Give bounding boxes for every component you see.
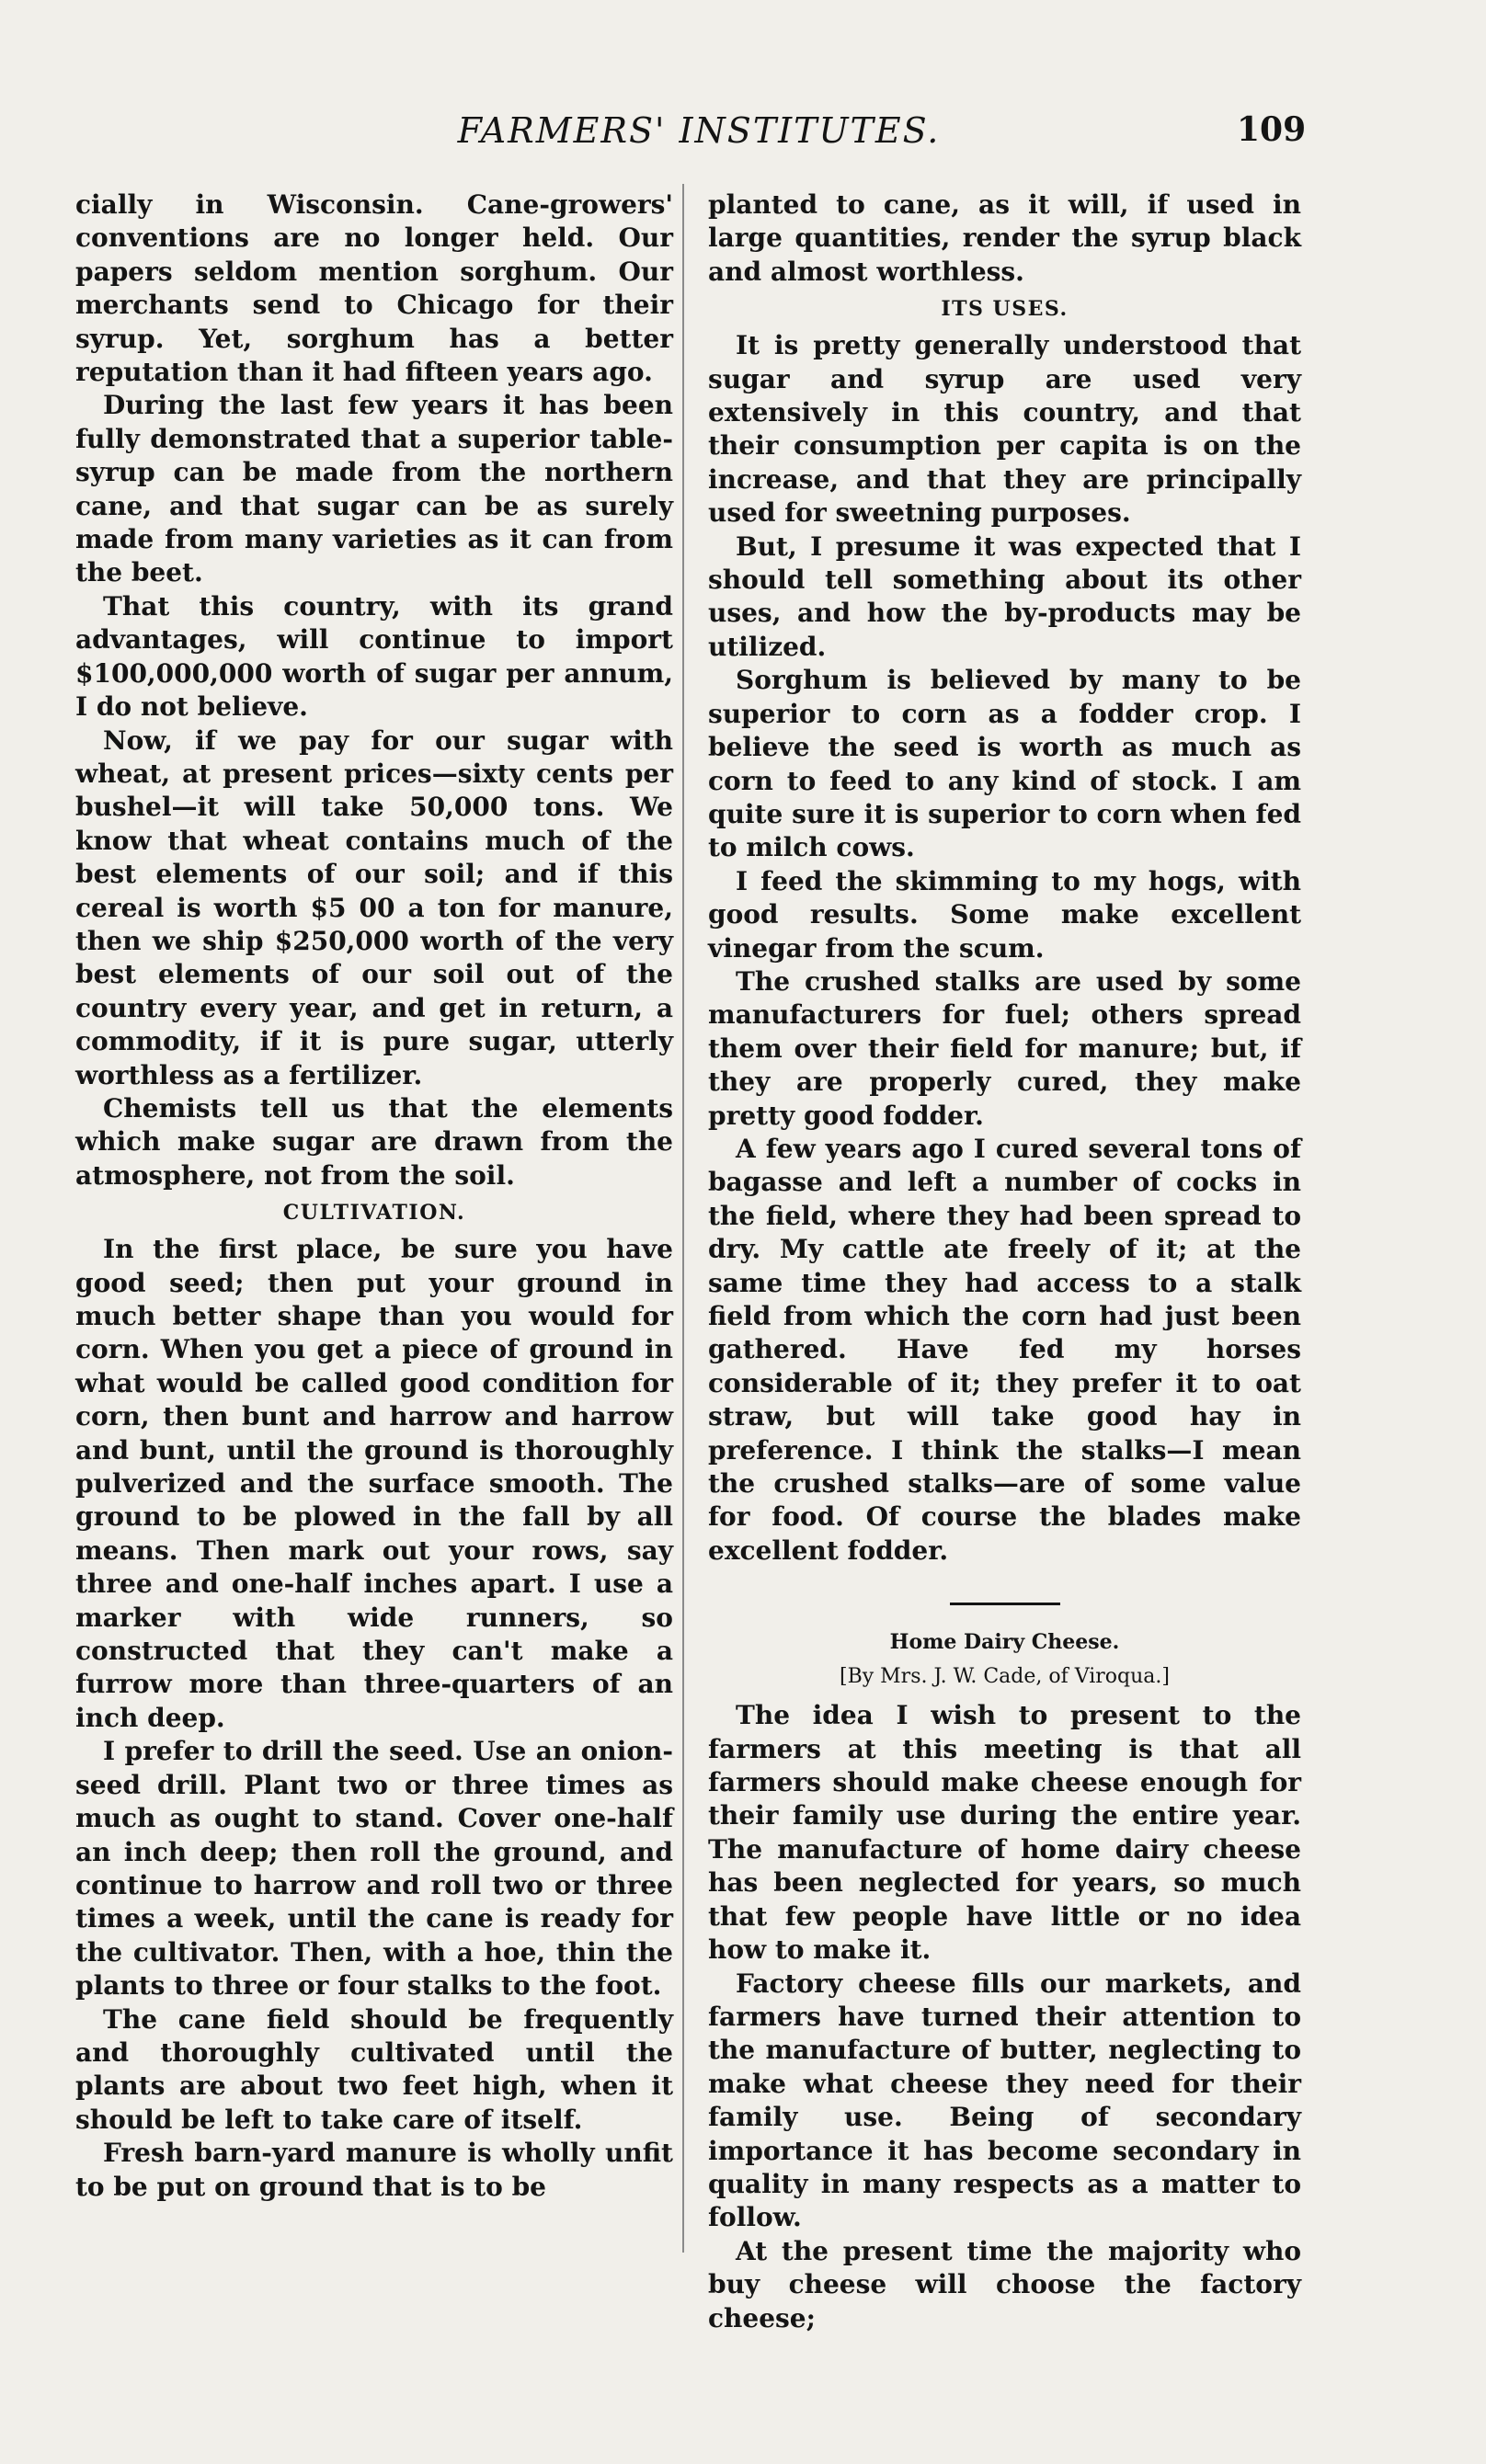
column-rule	[682, 184, 684, 2253]
paragraph: In the first place, be sure you have good seed; then put your ground in much better shape than you would for corn. When you get a piece of ground in what would be called good condition for corn, then bunt and harrow and harrow and bunt, until the ground is thoroughly pulverized and the surface smooth. The ground to be plowed in the fall by all means. Then mark out your rows, say three and one-half inches apart. I use a marker with wide runners, so constructed that they can't make a furrow more than three-quarters of an inch deep.	[75, 1234, 673, 1733]
paragraph: During the last few years it has been fully demonstrated that a superior table-syrup can be made from the northern cane, and that sugar can be as surely made from many varieties as it can from the beet.	[75, 390, 673, 588]
paragraph: Factory cheese fills our markets, and farmers have turned their attention to the manufacture of butter, neglecting to make what cheese they need for their family use. Being of secondary importance it has become secondary in quality in many respects as a matter to follow.	[708, 1968, 1301, 2233]
article-divider	[950, 1603, 1060, 1605]
paragraph: The cane field should be frequently and thoroughly cultivated until the plants are about two feet high, when it should be left to take care of itself.	[75, 2003, 673, 2135]
paragraph: cially in Wisconsin. Cane-growers' conventions are no longer held. Our papers seldom mention sorghum. Our merchants send to Chicago for their syrup. Yet, sorghum has a better reputation than it had fifteen years ago.	[75, 189, 673, 388]
page-header	[0, 110, 1486, 165]
paragraph: planted to cane, as it will, if used in large quantities, render the syrup black and almost worthless.	[708, 189, 1301, 287]
paragraph: The idea I wish to present to the farmers at this meeting is that all farmers should make cheese enough for their family use during the entire year. The manufacture of home dairy cheese has been neglected for years, so much that few people have little or no idea how to make it.	[708, 1700, 1301, 1966]
paragraph: A few years ago I cured several tons of bagasse and left a number of cocks in the field, where they had been spread to dry. My cattle ate freely of it; at the same time they had access to a stalk field from which the corn had just been gathered. Have fed my horses considerable of it; they prefer it to oat straw, but will take good hay in preference. I think the stalks—I mean the crushed stalks—are of some value for food. Of course the blades make excellent fodder.	[708, 1133, 1301, 1566]
section-heading-cultivation: CULTIVATION.	[282, 1201, 466, 1226]
article-title: Home Dairy Cheese.	[889, 1630, 1120, 1655]
right-column	[708, 188, 1301, 2335]
section-heading-uses: ITS USES.	[941, 297, 1069, 322]
paragraph: It is pretty generally understood that sugar and syrup are used very extensively in this country, and that their consumption per capita is on the increase, and that they are principally used for sweetning purposes.	[708, 330, 1301, 529]
paragraph: Sorghum is believed by many to be superior to corn as a fodder crop. I believe the seed is worth as much as corn to feed to any kind of stock. I am quite sure it is superior to corn when fed to milch cows.	[708, 665, 1301, 863]
paragraph: Now, if we pay for our sugar with wheat, at present prices—sixty cents per bushel—it will take 50,000 tons. We know that wheat contains much of the best elements of our soil; and if this cereal is worth $5 00 a ton for manure, then we ship $250,000 worth of the very best elements of our soil out of the country every year, and get in return, a commodity, if it is pure sugar, utterly worthless as a fertilizer.	[75, 724, 673, 1090]
paragraph: But, I presume it was expected that I should tell something about its other uses, and how the by-products may be utilized.	[708, 530, 1301, 662]
page-number: 109	[1237, 110, 1307, 149]
paragraph: I prefer to drill the seed. Use an onion-seed drill. Plant two or three times as much as ought to stand. Cover one-half an inch deep; then roll the ground, and continue to harrow and roll two or three times a week, until the cane is ready for the cultivator. Then, with a hoe, thin the plants to three or four stalks to the foot.	[75, 1736, 673, 2002]
paragraph: At the present time the majority who buy cheese will choose the factory cheese;	[708, 2235, 1301, 2333]
paragraph: I feed the skimming to my hogs, with good results. Some make excellent vinegar from the scum.	[708, 865, 1301, 964]
running-title: FARMERS' INSTITUTES.	[457, 110, 941, 151]
paragraph: The crushed stalks are used by some manufacturers for fuel; others spread them over their field for manure; but, if they are properly cured, they make pretty good fodder.	[708, 965, 1301, 1131]
paragraph: Fresh barn-yard manure is wholly unfit to be put on ground that is to be	[75, 2138, 673, 2202]
left-column	[75, 188, 673, 2204]
article-byline: [By Mrs. J. W. Cade, of Viroqua.]	[839, 1665, 1170, 1689]
paragraph: That this country, with its grand advantages, will continue to import $100,000,000 worth of sugar per annum, I do not believe.	[75, 590, 673, 723]
paragraph: Chemists tell us that the elements which make sugar are drawn from the atmosphere, not from the soil.	[75, 1092, 673, 1191]
